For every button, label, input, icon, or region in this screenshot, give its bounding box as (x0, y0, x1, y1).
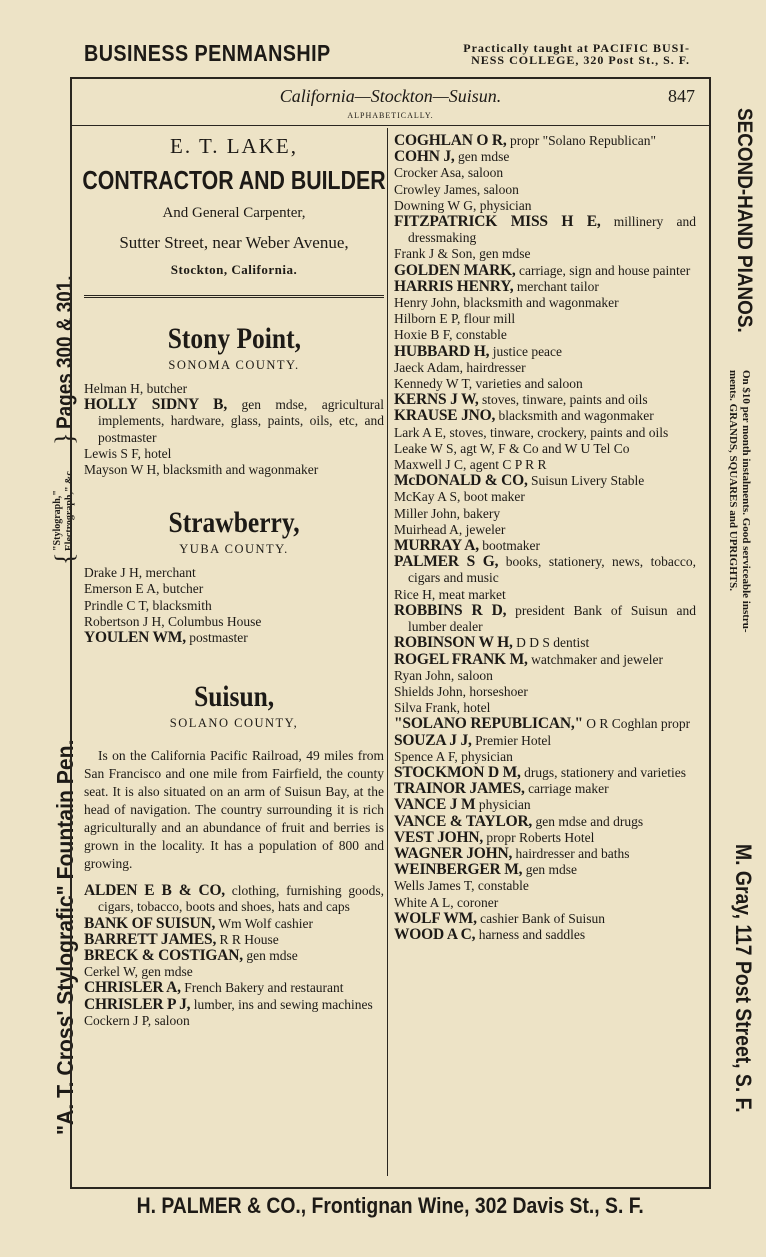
entry-text: D D S dentist (512, 635, 590, 651)
bottom-advertisement (70, 1193, 711, 1219)
ad-trade: CONTRACTOR AND BUILDER (82, 165, 386, 195)
entry-text: Miller John, bakery (394, 505, 501, 521)
strawberry-entries (84, 565, 384, 646)
directory-entry (84, 1013, 384, 1029)
entry-text: Crocker Asa, saloon (394, 165, 504, 181)
entry-text: propr "Solano Republican" (506, 133, 656, 148)
directory-entry (394, 554, 696, 586)
ad-name: E. T. LAKE, (170, 134, 298, 158)
place-name: Suisun, (193, 680, 275, 714)
directory-entry (394, 214, 696, 246)
directory-entry (84, 964, 384, 980)
entry-text: Drake J H, merchant (84, 565, 196, 581)
directory-entry (394, 700, 696, 716)
directory-entry (394, 473, 696, 489)
entry-name: SOUZA J J, (394, 731, 472, 749)
entry-text: Maxwell J C, agent C P R R (394, 457, 547, 473)
directory-entry (394, 538, 696, 554)
directory-entry (394, 165, 696, 181)
directory-entry (84, 916, 384, 932)
county-name: SONOMA COUNTY. (168, 358, 300, 372)
ad-rule (84, 295, 384, 298)
place-name: Stony Point, (167, 322, 301, 355)
directory-entry (394, 846, 696, 862)
entry-text: postmaster (185, 630, 248, 646)
entry-text: Wells James T, constable (394, 878, 529, 894)
left-band-note-2: Electrograph," &c. (64, 468, 75, 551)
entry-text: gen mdse (522, 862, 578, 878)
top-ad-detail-line-1: Practically taught at PACIFIC BUSI- (463, 41, 690, 55)
entry-text: R R House (216, 931, 279, 947)
running-head (72, 84, 709, 124)
entry-text: Emerson E A, butcher (84, 581, 204, 597)
suisun-description: Is on the California Pacific Railroad, 49 miles from San Francisco and one mile from Fairfield, the county seat. It is also situated on an arm of Suisun Bay, at the head of navigation. The country surrounding it is rich agriculturally and an abundance of fruit and berries is grown in the locality. It has a population of 800 and growing. (84, 748, 384, 872)
entry-text: Suisun Livery Stable (527, 473, 645, 489)
entry-name: STOCKMON D M, (394, 763, 521, 781)
directory-entry (394, 441, 696, 457)
entry-name: WEINBERGER M, (394, 861, 523, 879)
entry-text: Ryan John, saloon (394, 667, 493, 683)
entry-name: KRAUSE JNO, (394, 407, 496, 425)
entry-name: VANCE J M (394, 796, 476, 814)
entry-name: WOLF WM, (394, 909, 477, 927)
directory-entry (394, 668, 696, 684)
entry-name: ROBBINS R D, (394, 601, 507, 619)
directory-entry (84, 381, 384, 397)
directory-entry (394, 279, 696, 295)
county-name: YUBA COUNTY. (179, 542, 289, 557)
entry-name: BRECK & COSTIGAN, (84, 947, 243, 965)
directory-entry (394, 830, 696, 846)
directory-entry (394, 765, 696, 781)
entry-name: ROBINSON W H, (394, 634, 513, 652)
entry-name: COHN J, (394, 148, 455, 166)
column-divider (387, 128, 388, 1176)
entry-name: HARRIS HENRY, (394, 277, 514, 295)
entry-text: Lewis S F, hotel (84, 445, 172, 461)
entry-text: Silva Frank, hotel (394, 700, 491, 716)
directory-entry (394, 603, 696, 635)
directory-entry (84, 630, 384, 646)
ad-city: Stockton, California. (170, 262, 298, 277)
directory-entry (394, 246, 696, 262)
directory-entry (394, 198, 696, 214)
directory-entry (394, 408, 696, 424)
entry-name: VANCE & TAYLOR, (394, 812, 533, 830)
directory-entry (394, 457, 696, 473)
entry-name: WAGNER JOHN, (394, 844, 513, 862)
top-ad-detail-line-2: NESS COLLEGE, 320 Post St., S. F. (471, 53, 690, 67)
directory-entry (394, 522, 696, 538)
stony-point-entries (84, 381, 384, 478)
entry-text: gen mdse and drugs (532, 813, 644, 829)
entry-text: carriage, sign and house painter (515, 262, 691, 278)
entry-text: Premier Hotel (471, 732, 552, 748)
entry-name: BANK OF SUISUN, (84, 914, 216, 932)
entry-name: VEST JOHN, (394, 828, 484, 846)
directory-entry (394, 327, 696, 343)
entry-text: cashier Bank of Suisun (476, 910, 606, 926)
directory-entry (394, 733, 696, 749)
entry-text: millinery and dressmaking (408, 214, 697, 246)
right-band-tail: M. Gray, 117 Post Street, S. F. (731, 844, 756, 1113)
entry-text: Cockern J P, saloon (84, 1012, 190, 1028)
entry-text: Cerkel W, gen mdse (84, 964, 193, 980)
top-ad-detail (360, 42, 690, 66)
top-advertisement (84, 38, 694, 72)
top-ad-headline: BUSINESS PENMANSHIP (84, 40, 331, 66)
entry-text: stoves, tinware, paints and oils (478, 392, 648, 408)
directory-entry (394, 360, 696, 376)
lake-advertisement (84, 134, 384, 298)
entry-text: carriage maker (524, 781, 609, 797)
entry-name: McDONALD & CO, (394, 472, 528, 490)
entry-text: Downing W G, physician (394, 197, 532, 213)
entry-text: Henry John, blacksmith and wagonmaker (394, 295, 619, 311)
directory-entry (394, 182, 696, 198)
directory-entry (394, 911, 696, 927)
entry-text: Hilborn E P, flour mill (394, 311, 516, 327)
directory-entry (394, 652, 696, 668)
left-band-pages: Pages 300 & 301. (52, 275, 77, 429)
entry-name: COGHLAN O R, (394, 132, 507, 149)
entry-text: gen mdse, agricultural implements, hardware, glass, paints, oils, etc, and postmaster (98, 397, 384, 445)
directory-entry (84, 397, 384, 446)
entry-text: gen mdse (454, 149, 510, 165)
directory-entry (84, 446, 384, 462)
directory-entry (394, 295, 696, 311)
entry-text: O R Coghlan propr (582, 716, 691, 732)
entry-text: justice peace (489, 343, 563, 359)
running-head-title: California—Stockton—Suisun. (279, 86, 502, 106)
entry-text: Prindle C T, blacksmith (84, 597, 212, 613)
entry-name: ALDEN E B & CO, (84, 882, 225, 900)
entry-text: White A L, coroner (394, 894, 499, 910)
entry-text: Leake W S, agt W, F & Co and W U Tel Co (394, 440, 630, 456)
directory-entry (394, 878, 696, 894)
ad-line: And General Carpenter, (162, 205, 306, 221)
entry-name: BARRETT JAMES, (84, 930, 217, 948)
directory-entry (394, 425, 696, 441)
entry-text: drugs, stationery and varieties (520, 764, 687, 780)
entry-text: merchant tailor (513, 278, 599, 294)
entry-name: CHRISLER P J, (84, 995, 191, 1013)
ad-address: Sutter Street, near Weber Avenue, (119, 233, 349, 252)
right-band-note-1: On $10 per month instalments. Good serviceable instru- (740, 370, 752, 633)
directory-entry (394, 392, 696, 408)
entry-text: blacksmith and wagonmaker (495, 408, 654, 424)
head-rule (72, 125, 709, 126)
entry-text: physician (475, 797, 531, 813)
left-band-note-1: "Stylograph," (52, 490, 63, 551)
entry-text: Rice H, meat market (394, 586, 506, 602)
directory-entry (394, 814, 696, 830)
section-stony-point (84, 322, 384, 373)
directory-entry (394, 376, 696, 392)
directory-entry (84, 598, 384, 614)
left-column (84, 130, 384, 1029)
county-name: SOLANO COUNTY, (169, 716, 299, 731)
entry-name: GOLDEN MARK, (394, 261, 516, 279)
directory-entry (394, 149, 696, 165)
entry-text: lumber, ins and sewing machines (190, 996, 373, 1012)
directory-entry (394, 587, 696, 603)
entry-name: KERNS J W, (394, 391, 479, 409)
directory-entry (84, 581, 384, 597)
entry-text: French Bakery and restaurant (180, 980, 344, 996)
left-band-brace-open: { (50, 552, 79, 565)
entry-text: Lark A E, stoves, tinware, crockery, paints and oils (394, 424, 669, 440)
entry-text: clothing, furnishing goods, cigars, tobacco, boots and shoes, hats and caps (98, 883, 384, 915)
directory-entry (394, 133, 696, 149)
right-column (394, 133, 696, 943)
directory-entry (394, 862, 696, 878)
right-band-main: SECOND-HAND PIANOS. (733, 108, 756, 333)
place-name: Strawberry, (168, 506, 300, 540)
entry-text: president Bank of Suisun and lumber dealer (408, 602, 697, 635)
entry-text: watchmaker and jeweler (527, 651, 664, 667)
directory-entry (84, 614, 384, 630)
entry-name: HOLLY SIDNY B, (84, 396, 227, 414)
directory-entry (394, 716, 696, 732)
directory-entry (84, 883, 384, 915)
entry-text: McKay A S, boot maker (394, 489, 525, 505)
entry-name: FITZPATRICK MISS H E, (394, 213, 601, 231)
directory-entry (84, 462, 384, 478)
entry-name: HUBBARD H, (394, 342, 490, 360)
entry-text: hairdresser and baths (512, 845, 630, 861)
entry-text: gen mdse (242, 948, 298, 964)
entry-text: Helman H, butcher (84, 381, 188, 396)
directory-entry (84, 565, 384, 581)
entry-text: Shields John, horseshoer (394, 683, 528, 699)
directory-entry (394, 797, 696, 813)
entry-name: "SOLANO REPUBLICAN," (394, 715, 583, 733)
entry-text: Spence A F, physician (394, 748, 513, 764)
entry-name: YOULEN WM, (84, 629, 186, 647)
directory-entry (84, 948, 384, 964)
suisun-entries-right (394, 133, 696, 943)
left-band-brace-close: } (50, 432, 79, 445)
directory-entry (394, 489, 696, 505)
entry-text: Crowley James, saloon (394, 181, 519, 197)
section-suisun (84, 680, 384, 731)
directory-entry (394, 263, 696, 279)
section-strawberry (84, 506, 384, 557)
directory-entry (394, 506, 696, 522)
page-number: 847 (668, 86, 695, 106)
entry-text: Frank J & Son, gen mdse (394, 246, 531, 262)
entry-text: Robertson J H, Columbus House (84, 613, 262, 629)
left-band-main: "A. T. Cross' Stylografic" Fountain Pen. (52, 739, 78, 1135)
entry-text: Hoxie B F, constable (394, 327, 507, 343)
entry-text: propr Roberts Hotel (483, 829, 595, 845)
directory-entry (394, 311, 696, 327)
entry-text: Wm Wolf cashier (215, 915, 313, 931)
right-band-note-2: ments. GRANDS, SQUARES and UPRIGHTS. (727, 370, 739, 591)
entry-text: harness and saddles (475, 926, 586, 942)
entry-name: ROGEL FRANK M, (394, 650, 528, 668)
entry-text: Mayson W H, blacksmith and wagonmaker (84, 462, 319, 478)
entry-name: MURRAY A, (394, 537, 479, 555)
suisun-entries-left (84, 883, 384, 1029)
entry-text: bootmaker (478, 538, 540, 554)
directory-entry (394, 895, 696, 911)
entry-name: PALMER S G, (394, 553, 499, 571)
entry-text: books, stationery, news, tobacco, cigars and music (408, 554, 696, 586)
directory-entry (84, 997, 384, 1013)
directory-entry (394, 781, 696, 797)
running-head-subtitle: ALPHABETICALLY. (347, 111, 434, 120)
entry-text: Kennedy W T, varieties and saloon (394, 376, 583, 392)
directory-entry (394, 927, 696, 943)
right-band-note (726, 370, 752, 633)
directory-entry (394, 684, 696, 700)
directory-entry (84, 980, 384, 996)
directory-entry (394, 635, 696, 651)
entry-name: CHRISLER A, (84, 979, 181, 997)
entry-name: WOOD A C, (394, 925, 476, 943)
directory-entry (394, 749, 696, 765)
bottom-ad-text: H. PALMER & CO., Frontignan Wine, 302 Davis St., S. F. (136, 1193, 645, 1218)
directory-entry (394, 344, 696, 360)
right-side-advertisement (712, 108, 756, 1218)
entry-text: Muirhead A, jeweler (394, 521, 506, 537)
entry-name: TRAINOR JAMES, (394, 780, 525, 798)
entry-text: Jaeck Adam, hairdresser (394, 359, 526, 375)
directory-entry (84, 932, 384, 948)
